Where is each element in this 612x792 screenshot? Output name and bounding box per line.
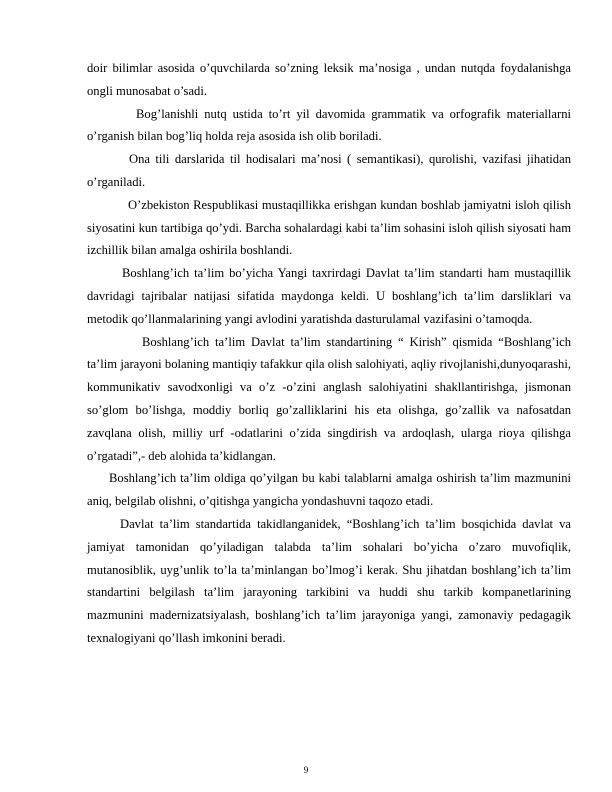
- paragraph-7: Boshlang’ich ta’lim oldiga qo’yilgan bu kabi talablarni amalga oshirish ta’lim mazmunini aniq, belgilab olishni, o’qitishga yangicha yondashuvni taqozo etadi.: [87, 471, 571, 509]
- paragraph-4: O’zbekiston Respublikasi mustaqillikka erishgan kundan boshlab jamiyatni isloh qilish siyosatini kun tartibiga qo’ydi. Barcha sohalardagi kabi ta’lim sohasini isloh qilish siyosati ham izchillik bilan amalga oshirila boshlandi.: [87, 197, 571, 258]
- paragraph-2: Bog’lanishli nutq ustida to’rt yil davomida grammatik va orfografik materiallarni o’rganish bilan bog’liq holda reja asosida ish olib boriladi.: [87, 106, 571, 144]
- paragraph-1: doir bilimlar asosida o’quvchilarda so’zning leksik ma’nosiga , undan nutqda foydalanishga ongli munosabat o’sadi.: [87, 61, 571, 98]
- document-page: [87, 57, 571, 650]
- paragraph-6: Boshlang’ich ta’lim Davlat ta’lim standartining “ Kirish” qismida “Boshlang’ich ta’lim jarayoni bolaning mantiqiy tafakkur qila olish salohiyati, aqliy rivojlanishi,dunyoqarashi, kommunikativ savodxonligi va o’z -o’zini anglash salohiyatini shakllantirishga, jismonan so’glom bo’lishga, moddiy borliq go’zalliklarini his eta olishga, go’zallik va nafosatdan zavqlana olish, milliy urf -odatlarini o’zida singdirish va ardoqlash, ularga rioya qilishga o’rgatadi”,- deb alohida ta’kidlangan.: [87, 334, 571, 463]
- page-number: 9: [303, 765, 309, 775]
- paragraph-8: Davlat ta’lim standartida takidlanganidek, “Boshlang’ich ta’lim bosqichida davlat va jamiyat tamonidan qo’yiladigan talabda ta’lim sohalari bo’yicha o’zaro muvofiqlik, mutanosiblik, uyg’unlik to’la ta’minlangan bo’lmog’i kerak. Shu jihatdan boshlang’ich ta’lim standartini belgilash ta’lim jarayoning tarkibini va huddi shu tarkib kompanetlarining mazmunini madernizatsiyalash, boshlang’ich ta’lim jarayoniga yangi, zamonaviy pedagagik texnalogiyani qo’llash imkonini beradi.: [87, 516, 571, 645]
- paragraph-5: Boshlang’ich ta’lim bo’yicha Yangi taxrirdagi Davlat ta’lim standarti ham mustaqillik davridagi tajribalar natijasi sifatida maydonga keldi. U boshlang’ich ta’lim darsliklari va metodik qo’llanmalarining yangi avlodini yaratishda dasturulamal vazifasini o’tamoqda.: [87, 266, 571, 326]
- paragraph-3: Ona tili darslarida til hodisalari ma’nosi ( semantikasi), qurolishi, vazifasi jihatidan o’rganiladi.: [87, 152, 571, 189]
